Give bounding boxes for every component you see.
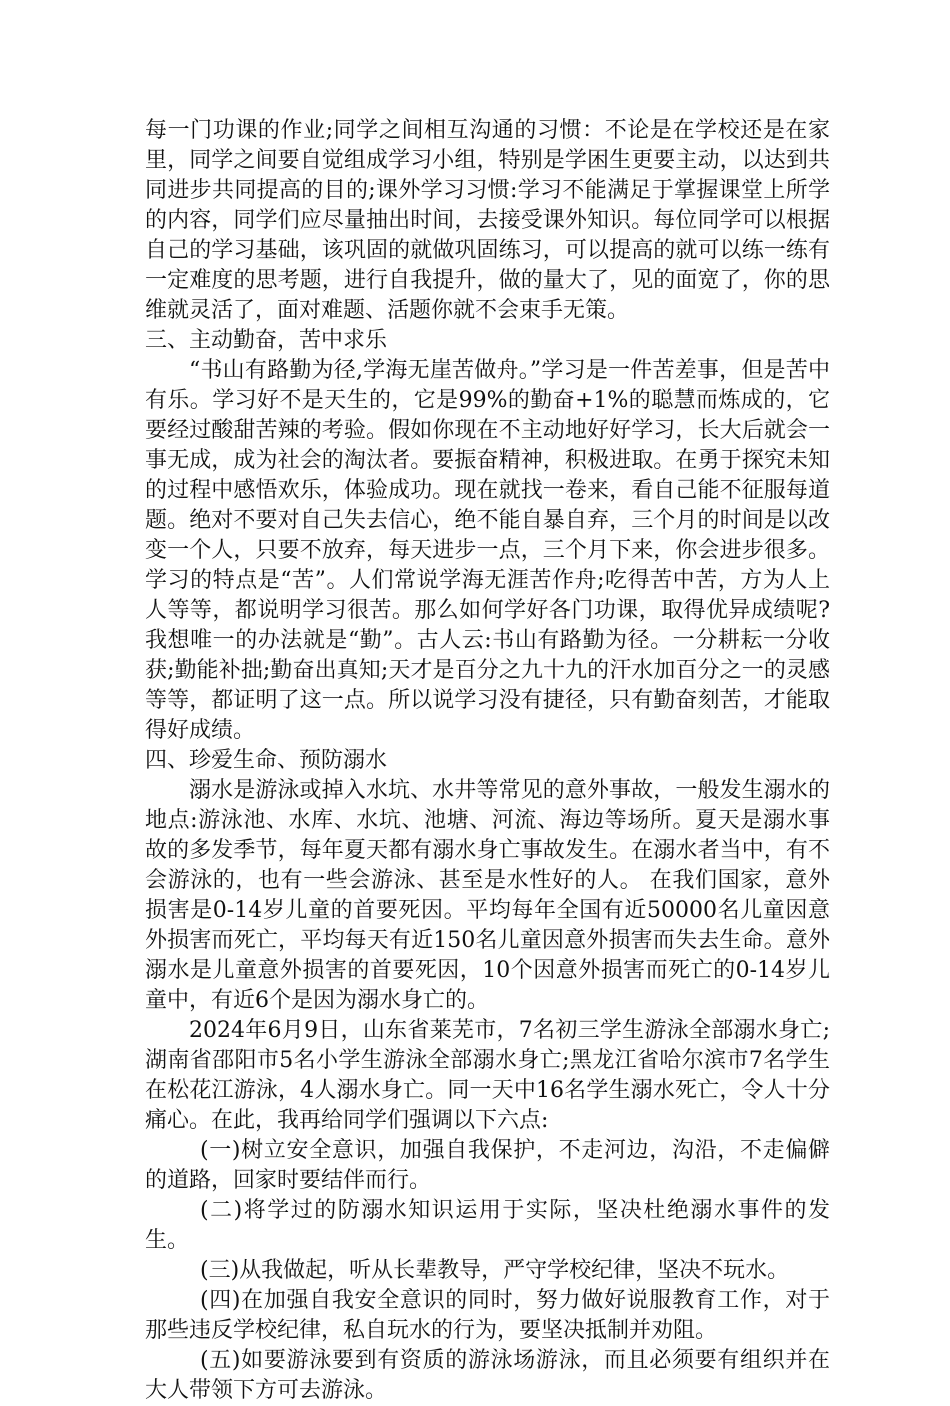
paragraph-drowning-cases: 2024年6月9日，山东省莱芜市，7名初三学生游泳全部溺水身亡;湖南省邵阳市5名小学生游泳全部溺水身亡;黑龙江省哈尔滨市7名学生在松花江游泳，4人溺水身亡。同一天中16名学生溺水死亡，令人十分痛心。在此，我再给同学们强调以下六点: — [145, 1018, 830, 1133]
section-heading-diligence: 三、主动勤奋，苦中求乐 — [145, 328, 388, 353]
list-item-rule-4: (四)在加强自我安全意识的同时，努力做好说服教育工作，对于那些违反学校纪律，私自玩水的行为，要坚决抵制并劝阻。 — [145, 1288, 830, 1343]
list-item-rule-2: (二)将学过的防溺水知识运用于实际，坚决杜绝溺水事件的发生。 — [145, 1198, 830, 1253]
document-body — [145, 116, 830, 1406]
paragraph-diligence: “书山有路勤为径,学海无崖苦做舟。”学习是一件苦差事，但是苦中有乐。学习好不是天生的，它是99%的勤奋+1%的聪慧而炼成的，它要经过酸甜苦辣的考验。假如你现在不主动地好好学习，长大后就会一事无成，成为社会的淘汰者。要振奋精神，积极进取。在勇于探究未知的过程中感悟欢乐，体验成功。现在就找一卷来，看自己能不征服每道题。绝对不要对自己失去信心，绝不能自暴自弃，三个月的时间是以改变一个人，只要不放弃，每天进步一点，三个月下来，你会进步很多。学习的特点是“苦”。人们常说学海无涯苦作舟;吃得苦中苦，方为人上人等等，都说明学习很苦。那么如何学好各门功课，取得优异成绩呢?我想唯一的办法就是“勤”。古人云:书山有路勤为径。一分耕耘一分收获;勤能补拙;勤奋出真知;天才是百分之九十九的汗水加百分之一的灵感等等，都证明了这一点。所以说学习没有捷径，只有勤奋刻苦，才能取得好成绩。 — [145, 358, 830, 743]
paragraph-drowning-intro: 溺水是游泳或掉入水坑、水井等常见的意外事故，一般发生溺水的地点:游泳池、水库、水坑、池塘、河流、海边等场所。夏天是溺水事故的多发季节，每年夏天都有溺水身亡事故发生。在溺水者当中，有不会游泳的，也有一些会游泳、甚至是水性好的人。 在我们国家，意外损害是0-14岁儿童的首要死因。平均每年全国有近50000名儿童因意外损害而死亡，平均每天有近150名儿童因意外损害而失去生命。意外溺水是儿童意外损害的首要死因，10个因意外损害而死亡的0-14岁儿童中，有近6个是因为溺水身亡的。 — [145, 778, 830, 1013]
list-item-rule-1: (一)树立安全意识，加强自我保护，不走河边，沟沿，不走偏僻的道路，回家时要结伴而行。 — [145, 1138, 830, 1193]
list-item-rule-5: (五)如要游泳要到有资质的游泳场游泳，而且必须要有组织并在大人带领下方可去游泳。 — [145, 1348, 830, 1403]
paragraph-study-habits: 每一门功课的作业;同学之间相互沟通的习惯：不论是在学校还是在家里，同学之间要自觉组成学习小组，特别是学困生更要主动，以达到共同进步共同提高的目的;课外学习习惯:学习不能满足于掌握课堂上所学的内容，同学们应尽量抽出时间，去接受课外知识。每位同学可以根据自己的学习基础，该巩固的就做巩固练习，可以提高的就可以练一练有一定难度的思考题，进行自我提升，做的量大了，见的面宽了，你的思维就灵活了，面对难题、活题你就不会束手无策。 — [145, 118, 830, 323]
section-heading-drowning: 四、珍爱生命、预防溺水 — [145, 748, 388, 773]
list-item-rule-3: (三)从我做起，听从长辈教导，严守学校纪律，坚决不玩水。 — [200, 1258, 790, 1283]
